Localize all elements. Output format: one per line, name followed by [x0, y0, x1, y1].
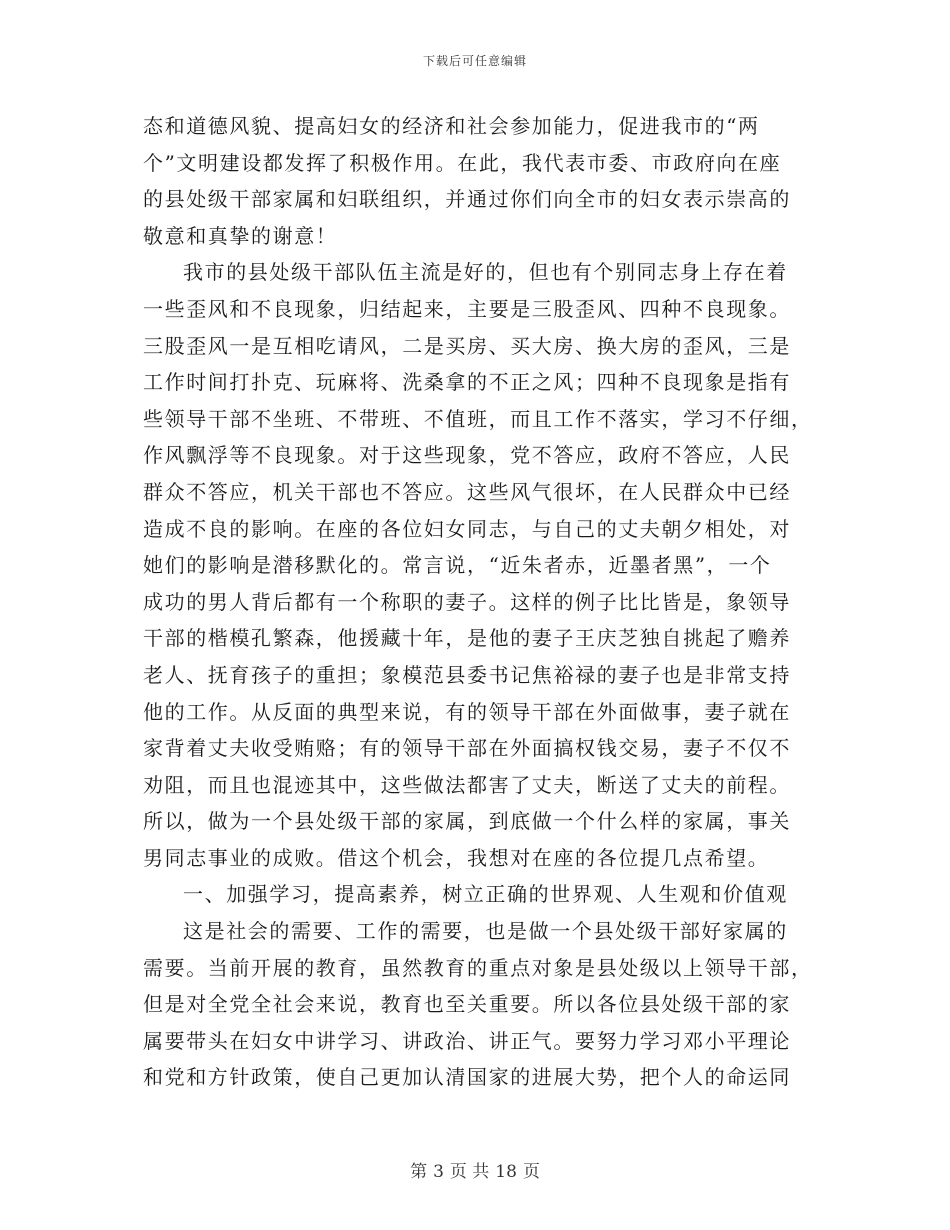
page-footer-prefix: 第 [410, 1162, 428, 1182]
text-line: 和党和方针政策，使自己更加认清国家的进展大势，把个人的命运同 [143, 1065, 791, 1090]
text-line: 我市的县处级干部队伍主流是好的，但也有个别同志身上存在着 [183, 260, 788, 285]
text-line: 一些歪风和不良现象，归结起来，主要是三股歪风、四种不良现象。 [143, 296, 791, 321]
text-line: 劝阻，而且也混迹其中，这些做法都害了丈夫，断送了丈夫的前程。 [143, 772, 791, 797]
text-line: 老人、抚育孩子的重担；象模范县委书记焦裕禄的妻子也是非常支持 [143, 662, 791, 687]
text-line: 他的工作。从反面的典型来说，有的领导干部在外面做事，妻子就在 [143, 699, 791, 724]
text-line: 她们的影响是潜移默化的。常言说，“近朱者赤，近墨者黑”，一个 [143, 553, 772, 578]
page-footer [0, 1157, 950, 1182]
text-line: 敬意和真挚的谢意！ [143, 223, 338, 248]
page-footer-mid: 页 共 [449, 1162, 490, 1182]
text-line: 成功的男人背后都有一个称职的妻子。这样的例子比比皆是，象领导 [143, 589, 791, 614]
text-line: 作风飘浮等不良现象。对于这些现象，党不答应，政府不答应，人民 [143, 443, 791, 468]
text-line: 工作时间打扑克、玩麻将、洗桑拿的不正之风；四种不良现象是指有 [143, 370, 791, 395]
page-footer-suffix: 页 [522, 1162, 540, 1182]
text-line: 所以，做为一个县处级干部的家属，到底做一个什么样的家属，事关 [143, 809, 791, 834]
text-line: 些领导干部不坐班、不带班、不值班，而且工作不落实，学习不仔细， [143, 406, 813, 431]
text-line: 干部的楷模孔繁森，他援藏十年，是他的妻子王庆芝独自挑起了赡养 [143, 626, 791, 651]
text-line: 需要。当前开展的教育，虽然教育的重点对象是县处级以上领导干部， [143, 955, 813, 980]
text-line: 家背着丈夫收受贿赂；有的领导干部在外面搞权钱交易，妻子不仅不 [143, 736, 791, 761]
text-line: 这是社会的需要、工作的需要，也是做一个县处级干部好家属的 [183, 919, 788, 944]
page-number-total: 18 [495, 1162, 517, 1182]
text-line: 群众不答应，机关干部也不答应。这些风气很坏，在人民群众中已经 [143, 479, 791, 504]
document-body [143, 108, 813, 1096]
text-line: 造成不良的影响。在座的各位妇女同志，与自己的丈夫朝夕相处，对 [143, 516, 791, 541]
section-heading: 一、加强学习，提高素养，树立正确的世界观、人生观和价值观 [183, 882, 788, 907]
text-line: 但是对全党全社会来说，教育也至关重要。所以各位县处级干部的家 [143, 992, 791, 1017]
text-line: 三股歪风一是互相吃请风，二是买房、买大房、换大房的歪风，三是 [143, 333, 791, 358]
page-number-current: 3 [433, 1162, 444, 1182]
text-line: 个”文明建设都发挥了积极作用。在此，我代表市委、市政府向在座 [143, 150, 782, 175]
text-line: 的县处级干部家属和妇联组织，并通过你们向全市的妇女表示崇高的 [143, 187, 791, 212]
text-line: 态和道德风貌、提高妇女的经济和社会参加能力，促进我市的“两 [143, 114, 760, 138]
text-line: 属要带头在妇女中讲学习、讲政治、讲正气。要努力学习邓小平理论 [143, 1028, 791, 1053]
text-line: 男同志事业的成败。借这个机会，我想对在座的各位提几点希望。 [143, 845, 770, 870]
page-header: 下载后可任意编辑 [422, 54, 527, 68]
